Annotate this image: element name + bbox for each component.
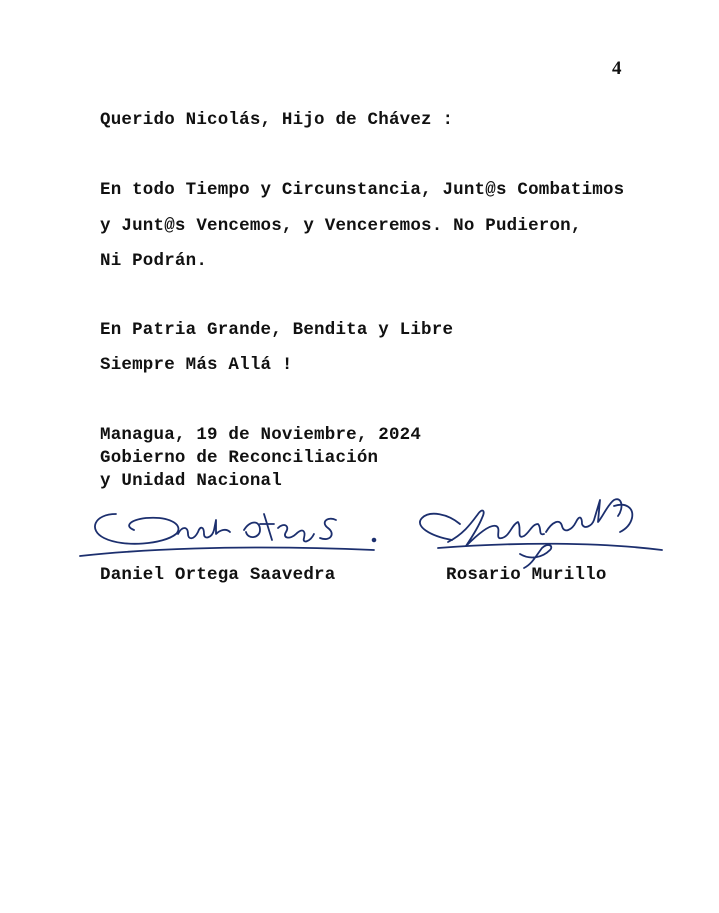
body-line-3: Ni Podrán. xyxy=(100,251,208,271)
greeting: Querido Nicolás, Hijo de Chávez : xyxy=(100,110,454,130)
government-line-2: y Unidad Nacional xyxy=(100,471,282,491)
signatory-name-rosario: Rosario Murillo xyxy=(446,565,607,585)
signature-daniel-ortega xyxy=(74,500,394,562)
page-number: 4 xyxy=(612,58,622,79)
body-line-1: En todo Tiempo y Circunstancia, Junt@s Combatimos xyxy=(100,180,625,200)
closing-line-2: Siempre Más Allá ! xyxy=(100,355,293,375)
signatory-name-daniel: Daniel Ortega Saavedra xyxy=(100,565,336,585)
body-line-2: y Junt@s Vencemos, y Venceremos. No Pudieron, xyxy=(100,216,582,236)
closing-line-1: En Patria Grande, Bendita y Libre xyxy=(100,320,454,340)
government-line-1: Gobierno de Reconciliación xyxy=(100,448,379,468)
place-date: Managua, 19 de Noviembre, 2024 xyxy=(100,425,422,445)
